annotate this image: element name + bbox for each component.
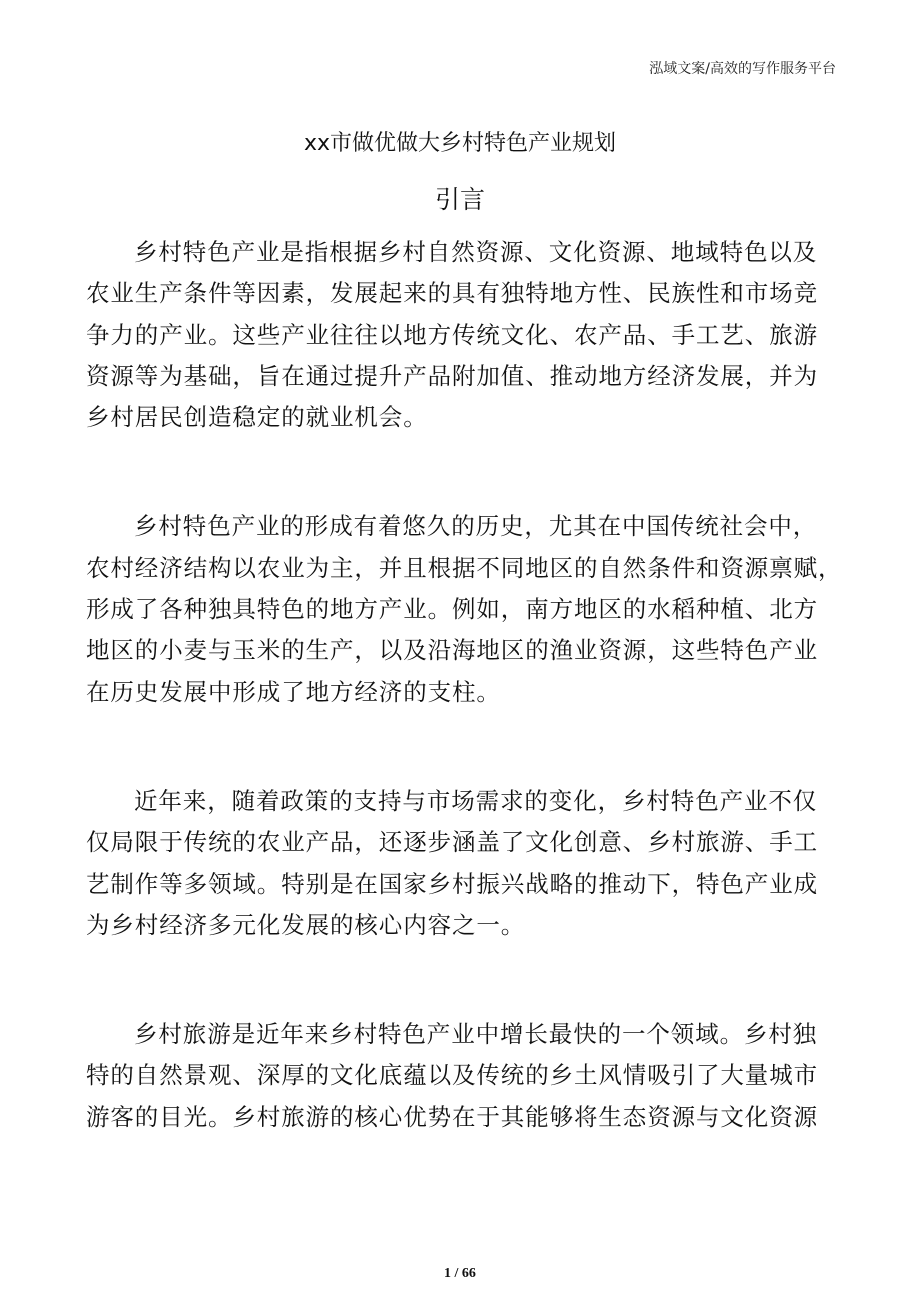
text-line: 游客的目光。乡村旅游的核心优势在于其能够将生态资源与文化资源 bbox=[86, 1102, 818, 1131]
section-heading: 引言 bbox=[434, 185, 485, 214]
text-line: 仅局限于传统的农业产品，还逐步涵盖了文化创意、乡村旅游、手工 bbox=[86, 828, 818, 857]
text-line: 乡村特色产业是指根据乡村自然资源、文化资源、地域特色以及 bbox=[134, 238, 818, 266]
text-line: 特的自然景观、深厚的文化底蕴以及传统的乡土风情吸引了大量城市 bbox=[86, 1061, 818, 1090]
text-line: 农业生产条件等因素，发展起来的具有独特地方性、民族性和市场竞 bbox=[86, 279, 818, 308]
page-header: 泓域文案/高效的写作服务平台 bbox=[649, 61, 836, 77]
text-line: 农村经济结构以农业为主，并且根据不同地区的自然条件和资源禀赋， bbox=[86, 553, 843, 582]
text-line: 争力的产业。这些产业往往以地方传统文化、农产品、手工艺、旅游 bbox=[86, 320, 818, 349]
document-title: xx市做优做大乡村特色产业规划 bbox=[303, 131, 617, 156]
text-line: 在历史发展中形成了地方经济的支柱。 bbox=[86, 677, 501, 706]
text-line: 资源等为基础，旨在通过提升产品附加值、推动地方经济发展，并为 bbox=[86, 361, 818, 390]
text-line: 乡村旅游是近年来乡村特色产业中增长最快的一个领域。乡村独 bbox=[134, 1020, 818, 1049]
paragraph bbox=[86, 1014, 836, 1138]
paragraph bbox=[86, 781, 836, 946]
text-line: 艺制作等多领域。特别是在国家乡村振兴战略的推动下，特色产业成 bbox=[86, 869, 818, 898]
paragraph bbox=[86, 232, 836, 438]
text-line: 乡村居民创造稳定的就业机会。 bbox=[86, 403, 428, 432]
document-body bbox=[86, 232, 843, 1206]
text-line: 近年来，随着政策的支持与市场需求的变化，乡村特色产业不仅 bbox=[134, 786, 818, 815]
page-indicator: 1 / 66 bbox=[444, 1266, 476, 1281]
text-line: 乡村特色产业的形成有着悠久的历史，尤其在中国传统社会中， bbox=[134, 512, 818, 541]
text-line: 形成了各种独具特色的地方产业。例如，南方地区的水稻种植、北方 bbox=[86, 595, 818, 624]
text-line: 为乡村经济多元化发展的核心内容之一。 bbox=[86, 910, 526, 939]
text-line: 地区的小麦与玉米的生产，以及沿海地区的渔业资源，这些特色产业 bbox=[86, 636, 818, 665]
paragraph bbox=[86, 506, 843, 712]
